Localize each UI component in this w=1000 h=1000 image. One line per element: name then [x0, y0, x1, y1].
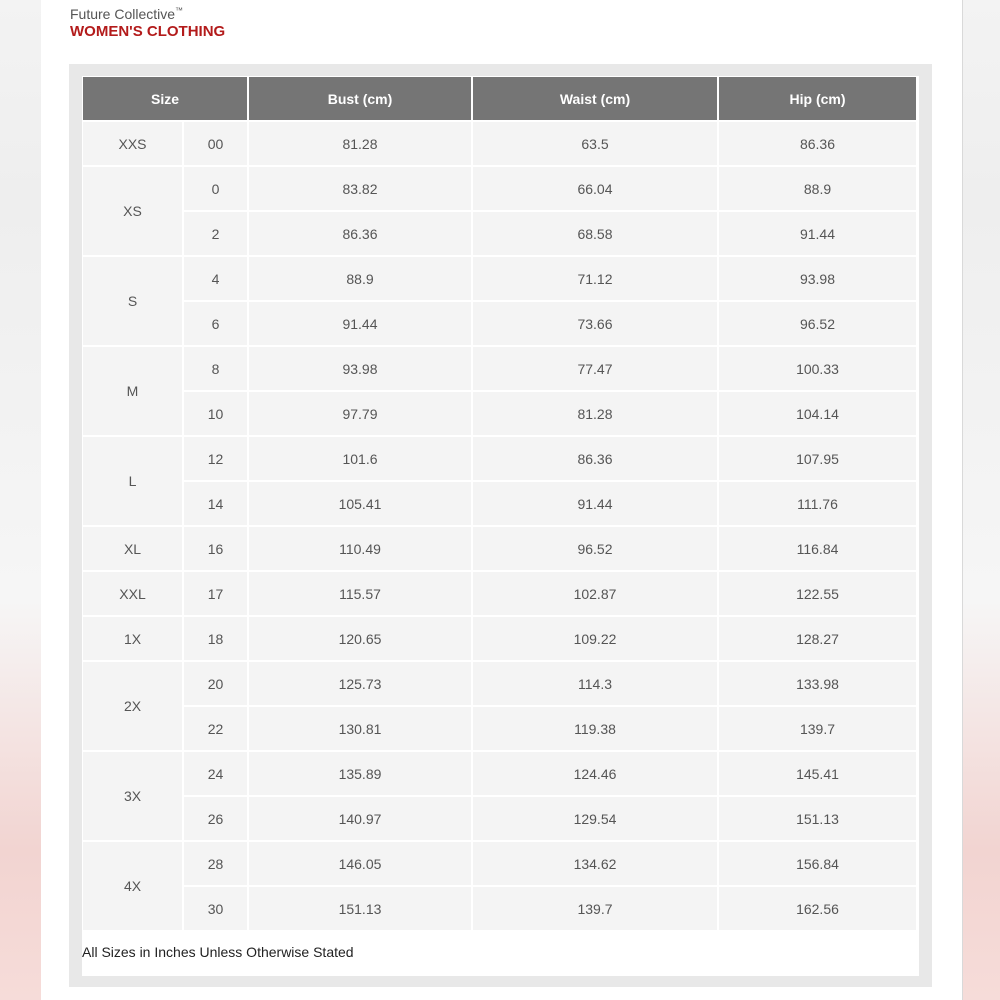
size-number-cell: 26	[184, 797, 247, 840]
background-edge-left	[0, 0, 41, 1000]
bust-cell: 88.9	[249, 257, 471, 300]
chart-inner	[82, 76, 919, 976]
brand-name: Future Collective™	[70, 6, 184, 22]
hip-cell: 162.56	[719, 887, 916, 930]
bust-cell: 120.65	[249, 617, 471, 660]
header-hip: Hip (cm)	[719, 77, 916, 120]
chart-panel	[69, 64, 932, 987]
bust-cell: 97.79	[249, 392, 471, 435]
hip-cell: 107.95	[719, 437, 916, 480]
size-number-cell: 8	[184, 347, 247, 390]
size-number-cell: 30	[184, 887, 247, 930]
bust-cell: 146.05	[249, 842, 471, 885]
table-row	[83, 842, 916, 885]
table-row	[83, 887, 916, 930]
bust-cell: 135.89	[249, 752, 471, 795]
size-label-cell: 3X	[83, 752, 182, 840]
trademark-symbol: ™	[175, 6, 184, 15]
hip-cell: 139.7	[719, 707, 916, 750]
waist-cell: 102.87	[473, 572, 717, 615]
table-header-row	[83, 77, 916, 120]
size-number-cell: 4	[184, 257, 247, 300]
size-number-cell: 16	[184, 527, 247, 570]
size-number-cell: 18	[184, 617, 247, 660]
waist-cell: 114.3	[473, 662, 717, 705]
size-number-cell: 0	[184, 167, 247, 210]
waist-cell: 66.04	[473, 167, 717, 210]
size-label-cell: S	[83, 257, 182, 345]
bust-cell: 101.6	[249, 437, 471, 480]
size-label-cell: M	[83, 347, 182, 435]
table-body	[83, 122, 916, 930]
size-number-cell: 17	[184, 572, 247, 615]
waist-cell: 134.62	[473, 842, 717, 885]
table-row	[83, 302, 916, 345]
waist-cell: 63.5	[473, 122, 717, 165]
hip-cell: 156.84	[719, 842, 916, 885]
hip-cell: 111.76	[719, 482, 916, 525]
waist-cell: 119.38	[473, 707, 717, 750]
waist-cell: 68.58	[473, 212, 717, 255]
chart-subtitle: WOMEN'S CLOTHING	[70, 23, 226, 40]
table-row	[83, 707, 916, 750]
size-number-cell: 24	[184, 752, 247, 795]
hip-cell: 145.41	[719, 752, 916, 795]
bust-cell: 110.49	[249, 527, 471, 570]
bust-cell: 83.82	[249, 167, 471, 210]
table-row	[83, 257, 916, 300]
bust-cell: 91.44	[249, 302, 471, 345]
waist-cell: 129.54	[473, 797, 717, 840]
hip-cell: 151.13	[719, 797, 916, 840]
size-label-cell: 1X	[83, 617, 182, 660]
size-chart-sheet	[41, 0, 963, 1000]
bust-cell: 81.28	[249, 122, 471, 165]
hip-cell: 86.36	[719, 122, 916, 165]
table-row	[83, 797, 916, 840]
hip-cell: 96.52	[719, 302, 916, 345]
size-number-cell: 12	[184, 437, 247, 480]
table-row	[83, 662, 916, 705]
bust-cell: 140.97	[249, 797, 471, 840]
size-number-cell: 10	[184, 392, 247, 435]
hip-cell: 116.84	[719, 527, 916, 570]
size-number-cell: 2	[184, 212, 247, 255]
size-label-cell: XXL	[83, 572, 182, 615]
table-row	[83, 617, 916, 660]
table-row	[83, 437, 916, 480]
hip-cell: 104.14	[719, 392, 916, 435]
bust-cell: 105.41	[249, 482, 471, 525]
waist-cell: 77.47	[473, 347, 717, 390]
header-bust: Bust (cm)	[249, 77, 471, 120]
bust-cell: 125.73	[249, 662, 471, 705]
table-row	[83, 482, 916, 525]
hip-cell: 91.44	[719, 212, 916, 255]
size-label-cell: 2X	[83, 662, 182, 750]
waist-cell: 91.44	[473, 482, 717, 525]
size-number-cell: 20	[184, 662, 247, 705]
bust-cell: 86.36	[249, 212, 471, 255]
bust-cell: 151.13	[249, 887, 471, 930]
size-label-cell: XXS	[83, 122, 182, 165]
waist-cell: 109.22	[473, 617, 717, 660]
hip-cell: 93.98	[719, 257, 916, 300]
waist-cell: 81.28	[473, 392, 717, 435]
table-row	[83, 572, 916, 615]
hip-cell: 133.98	[719, 662, 916, 705]
hip-cell: 88.9	[719, 167, 916, 210]
size-number-cell: 14	[184, 482, 247, 525]
table-row	[83, 167, 916, 210]
table-row	[83, 347, 916, 390]
hip-cell: 122.55	[719, 572, 916, 615]
bust-cell: 93.98	[249, 347, 471, 390]
size-number-cell: 00	[184, 122, 247, 165]
table-row	[83, 392, 916, 435]
table-row	[83, 527, 916, 570]
table-row	[83, 212, 916, 255]
size-table	[81, 75, 918, 932]
background-edge-right	[962, 0, 1000, 1000]
size-label-cell: XL	[83, 527, 182, 570]
header-waist: Waist (cm)	[473, 77, 717, 120]
waist-cell: 96.52	[473, 527, 717, 570]
size-number-cell: 6	[184, 302, 247, 345]
size-label-cell: 4X	[83, 842, 182, 930]
size-number-cell: 28	[184, 842, 247, 885]
size-label-cell: XS	[83, 167, 182, 255]
bust-cell: 130.81	[249, 707, 471, 750]
size-number-cell: 22	[184, 707, 247, 750]
waist-cell: 124.46	[473, 752, 717, 795]
bust-cell: 115.57	[249, 572, 471, 615]
waist-cell: 71.12	[473, 257, 717, 300]
header-size: Size	[83, 77, 247, 120]
hip-cell: 100.33	[719, 347, 916, 390]
size-label-cell: L	[83, 437, 182, 525]
hip-cell: 128.27	[719, 617, 916, 660]
table-row	[83, 122, 916, 165]
waist-cell: 139.7	[473, 887, 717, 930]
waist-cell: 73.66	[473, 302, 717, 345]
table-row	[83, 752, 916, 795]
footnote: All Sizes in Inches Unless Otherwise Stated	[82, 944, 354, 960]
waist-cell: 86.36	[473, 437, 717, 480]
